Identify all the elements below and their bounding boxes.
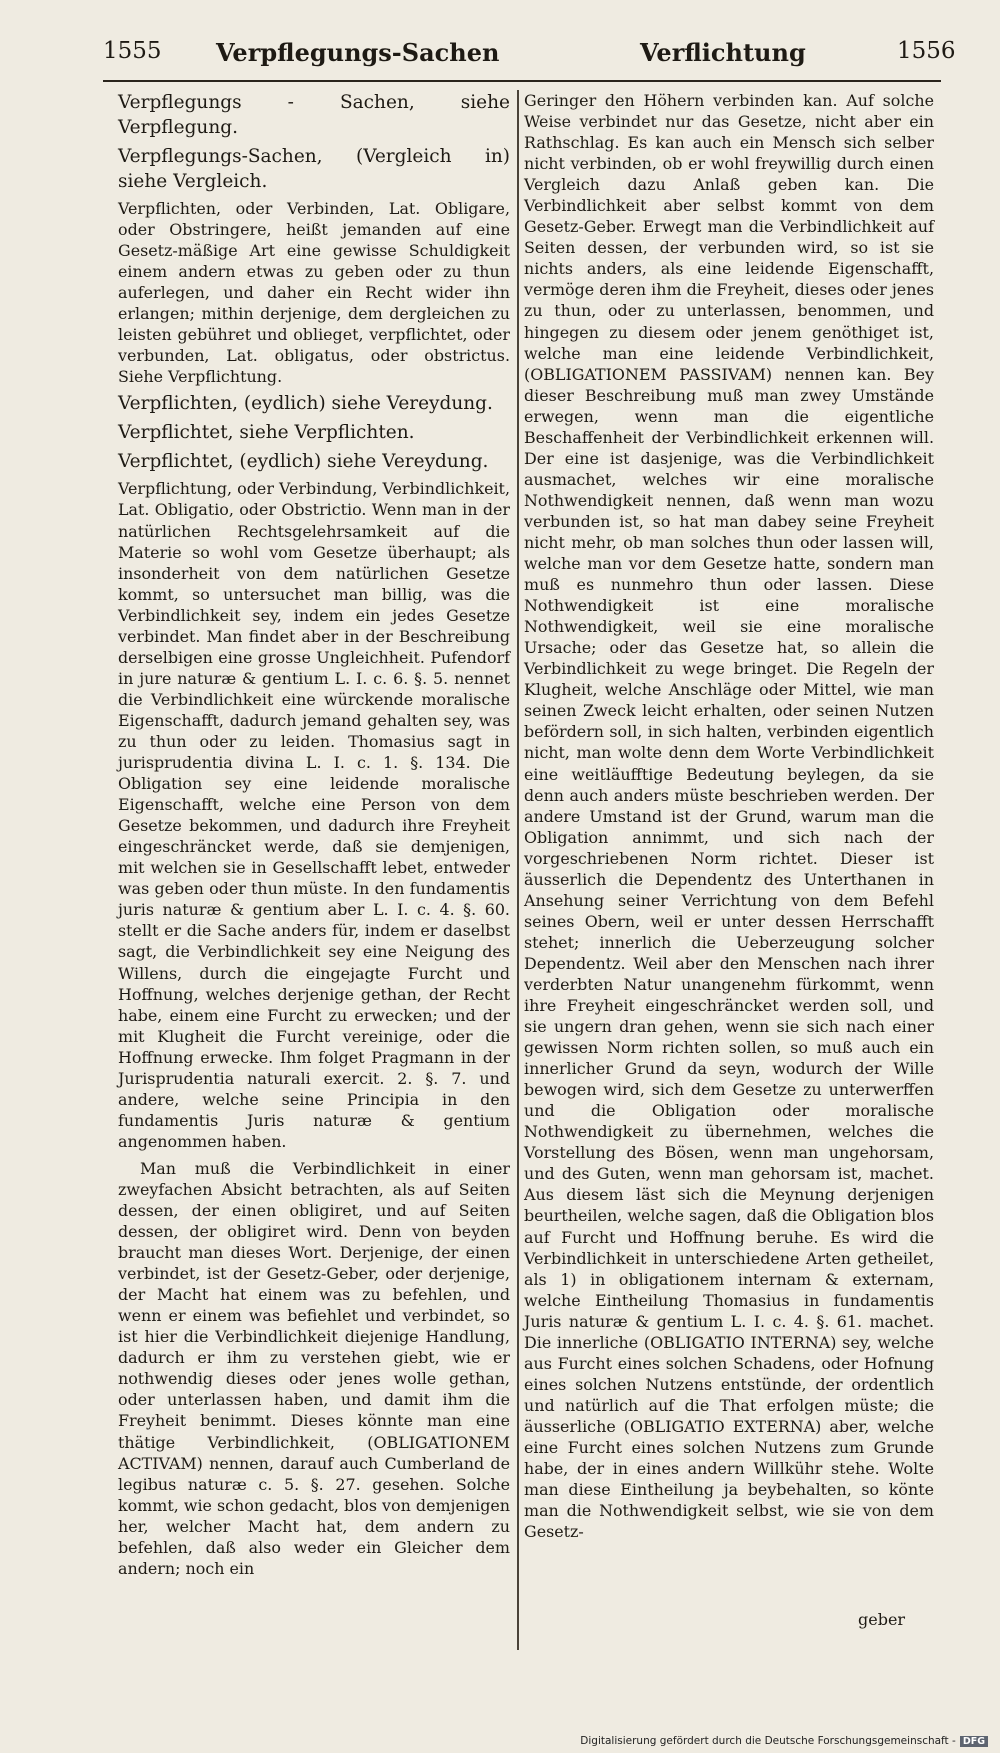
entry-verpflichtet: Verpflichtet, siehe Verpflichten. [118, 422, 415, 444]
entry-verpflichtet-eydlich: Verpflichtet, (eydlich) siehe Vereydung. [118, 451, 489, 473]
catchword: geber [858, 1610, 906, 1629]
footer-text: Digitalisierung gefördert durch die Deutsche Forschungsgemeinschaft - [580, 1735, 956, 1747]
page-number-left: 1555 [103, 38, 162, 64]
right-column [524, 90, 934, 1542]
entry-verpflichten-eydlich: Verpflichten, (eydlich) siehe Vereydung. [118, 393, 493, 415]
paragraph-continuation: Geringer den Höhern verbinden kan. Auf solche Weise verbindet nur das Gesetze, nicht aber ein Rathschlag. Es kan auch ein Mensch sich selber nicht verbinden, ob er wohl freywillig durch einen Vergleich dazu Anlaß geben kan. Die Verbindlichkeit aber selbst kommt von dem Gesetz-Geber. Erwegt man die Verbindlichkeit auf Seiten dessen, der verbunden wird, so ist sie nichts anders, als eine leidende Eigenschafft, vermöge deren ihm die Freyheit, dieses oder jenes zu thun, oder zu unterlassen, benommen, und hingegen zu diesem oder jenem genöthiget ist, welche man eine leidende Verbindlichkeit, (OBLIGATIONEM PASSIVAM) nennen kan. Bey dieser Beschreibung muß man zwey Umstände erwegen, wenn man die eigentliche Beschaffenheit der Verbindlichkeit erkennen will. Der eine ist dasjenige, was die Verbindlichkeit ausmachet, welches wir eine moralische Nothwendigkeit nennen, daß wenn man wozu verbunden ist, so hat man dabey seine Freyheit nicht mehr, ob man solches thun oder lassen will, welche man vor dem Gesetze hatte, sondern man muß es nunmehro thun oder lassen. Diese Nothwendigkeit ist eine moralische Nothwendigkeit, weil sie eine moralische Ursache; oder das Gesetze hat, so allein die Verbindlichkeit zu wege bringet. Die Regeln der Klugheit, welche Anschläge oder Mittel, wie man seinen Zweck leicht erhalten, oder seinen Nutzen befördern soll, in sich halten, verbinden eigentlich nicht, man wolte denn dem Worte Verbindlichkeit eine weitläufftige Bedeutung beylegen, da sie denn auch anders müste beschrieben werden. Der andere Umstand ist der Grund, warum man die Obligation annimmt, und sich nach der vorgeschriebenen Norm richtet. Dieser ist äusserlich die Dependentz des Unterthanen in Ansehung seiner Verrichtung von dem Befehl seines Obern, weil er unter dessen Herrschafft stehet; innerlich die Ueberzeugung solcher Dependentz. Weil aber den Menschen nach ihrer verderbten Natur unangenehm fürkommt, wenn ihre Freyheit eingeschräncket werden soll, und sie ungern dran gehen, wenn sie sich nach einer gewissen Norm richten sollen, so muß auch ein innerlicher Grund da seyn, wodurch der Wille bewogen wird, sich dem Gesetze zu unterwerffen und die Obligation oder moralische Nothwendigkeit zu übernehmen, welches die Vorstellung des Bösen, wenn man ungehorsam, und des Guten, wenn man gehorsam ist, machet. Aus diesem läst sich die Meynung derjenigen beurtheilen, welche sagen, daß die Obligation blos auf Furcht und Hoffnung beruhe. Es wird die Verbindlichkeit in unterschiedene Arten getheilet, als 1) in obligationem internam & externam, welche Eintheilung Thomasius in fundamentis Juris naturæ & gentium L. I. c. 4. §. 61. machet. Die innerliche (OBLIGATIO INTERNA) sey, welche aus Furcht eines solchen Schadens, oder Hofnung eines solchen Nutzens entstünde, der ordentlich und natürlich auf die That erfolgen müste; die äusserliche (OBLIGATIO EXTERNA) aber, welche eine Furcht eines solchen Nutzens zum Grunde habe, der in eines andern Willkühr stehe. Wolte man diese Eintheilung ja beybehalten, so könte man die Nothwendigkeit selbst, wie sie von dem Gesetz- [524, 91, 934, 1542]
entry-verpflegungs-sachen: Verpflegungs - Sachen, siehe Verpflegung. [118, 92, 510, 138]
digitization-footer [580, 1735, 988, 1747]
header-rule [103, 80, 941, 82]
dfg-logo: DFG [960, 1736, 988, 1747]
paragraph-zweyfache-absicht: Man muß die Verbindlichkeit in einer zweyfachen Absicht betrachten, als auf Seiten dessen, der einen obligiret, und auf Seiten dessen, der obligiret wird. Denn von beyden braucht man dieses Wort. Derjenige, der einen verbindet, ist der Gesetz-Geber, oder derjenige, der Macht hat einem was zu befehlen, und wenn er einem was befiehlet und verbindet, so ist hier die Verbindlichkeit diejenige Handlung, dadurch er ihm zu verstehen giebt, wie er nothwendig dieses oder jenes wolle gethan, oder unterlassen haben, und damit ihm die Freyheit benimmt. Dieses könnte man eine thätige Verbindlichkeit, (OBLIGATIONEM ACTIVAM) nennen, darauf auch Cumberland de legibus naturæ c. 5. §. 27. gesehen. Solche kommt, wie schon gedacht, blos von demjenigen her, welcher Macht hat, dem andern zu befehlen, daß also weder ein Gleicher dem andern; noch ein [118, 1158, 510, 1578]
page-number-right: 1556 [897, 38, 956, 64]
entry-verpflegungs-sachen-vergleich: Verpflegungs-Sachen, (Vergleich in) siehe Vergleich. [118, 146, 510, 192]
left-column [118, 90, 510, 1579]
running-head-left: Verpflegungs-Sachen [216, 38, 500, 67]
entry-verpflichtung: Verpflichtung, oder Verbindung, Verbindlichkeit, Lat. Obligatio, oder Obstrictio. Wenn man in der natürlichen Rechtsgelehrsamkeit auf die Materie so wohl vom Gesetze überhaupt; als insonderheit von dem natürlichen Gesetze kommt, so untersuchet man billig, was die Verbindlichkeit sey, indem ein jedes Gesetze verbindet. Man findet aber in der Beschreibung derselbigen eine grosse Ungleichheit. Pufendorf in jure naturæ & gentium L. I. c. 6. §. 5. nennet die Verbindlichkeit eine würckende moralische Eigenschafft, dadurch jemand gehalten sey, was zu thun oder zu leiden. Thomasius sagt in jurisprudentia divina L. I. c. 1. §. 134. Die Obligation sey eine leidende moralische Eigenschafft, welche eine Person von dem Gesetze bekommen, und dadurch ihre Freyheit eingeschräncket werde, daß sie demjenigen, mit welchen sie in Gesellschafft lebet, entweder was geben oder thun müste. In den fundamentis juris naturæ & gentium aber L. I. c. 4. §. 60. stellt er die Sache anders für, indem er daselbst sagt, die Verbindlichkeit sey eine Neigung des Willens, durch die eingejagte Furcht und Hoffnung, welches derjenige gethan, der Recht habe, einem eine Furcht zu erwecken; und der mit Klugheit die Furcht vereinige, oder die Hoffnung erwecke. Ihm folget Pragmann in der Jurisprudentia naturali exercit. 2. §. 7. und andere, welche seine Principia in den fundamentis Juris naturæ & gentium angenommen haben. [118, 479, 510, 1151]
column-divider [517, 90, 519, 1650]
entry-verpflichten: Verpflichten, oder Verbinden, Lat. Obligare, oder Obstringere, heißt jemanden auf eine Gesetz-mäßige Art eine gewisse Schuldigkeit einem andern etwas zu geben oder zu thun auferlegen, und daher ein Recht wider ihn erlangen; mithin derjenige, dem dergleichen zu leisten gebühret und oblieget, verpflichtet, oder verbunden, Lat. obligatus, oder obstrictus. Siehe Verpflichtung. [118, 199, 510, 387]
running-head-right: Verflichtung [640, 38, 806, 67]
